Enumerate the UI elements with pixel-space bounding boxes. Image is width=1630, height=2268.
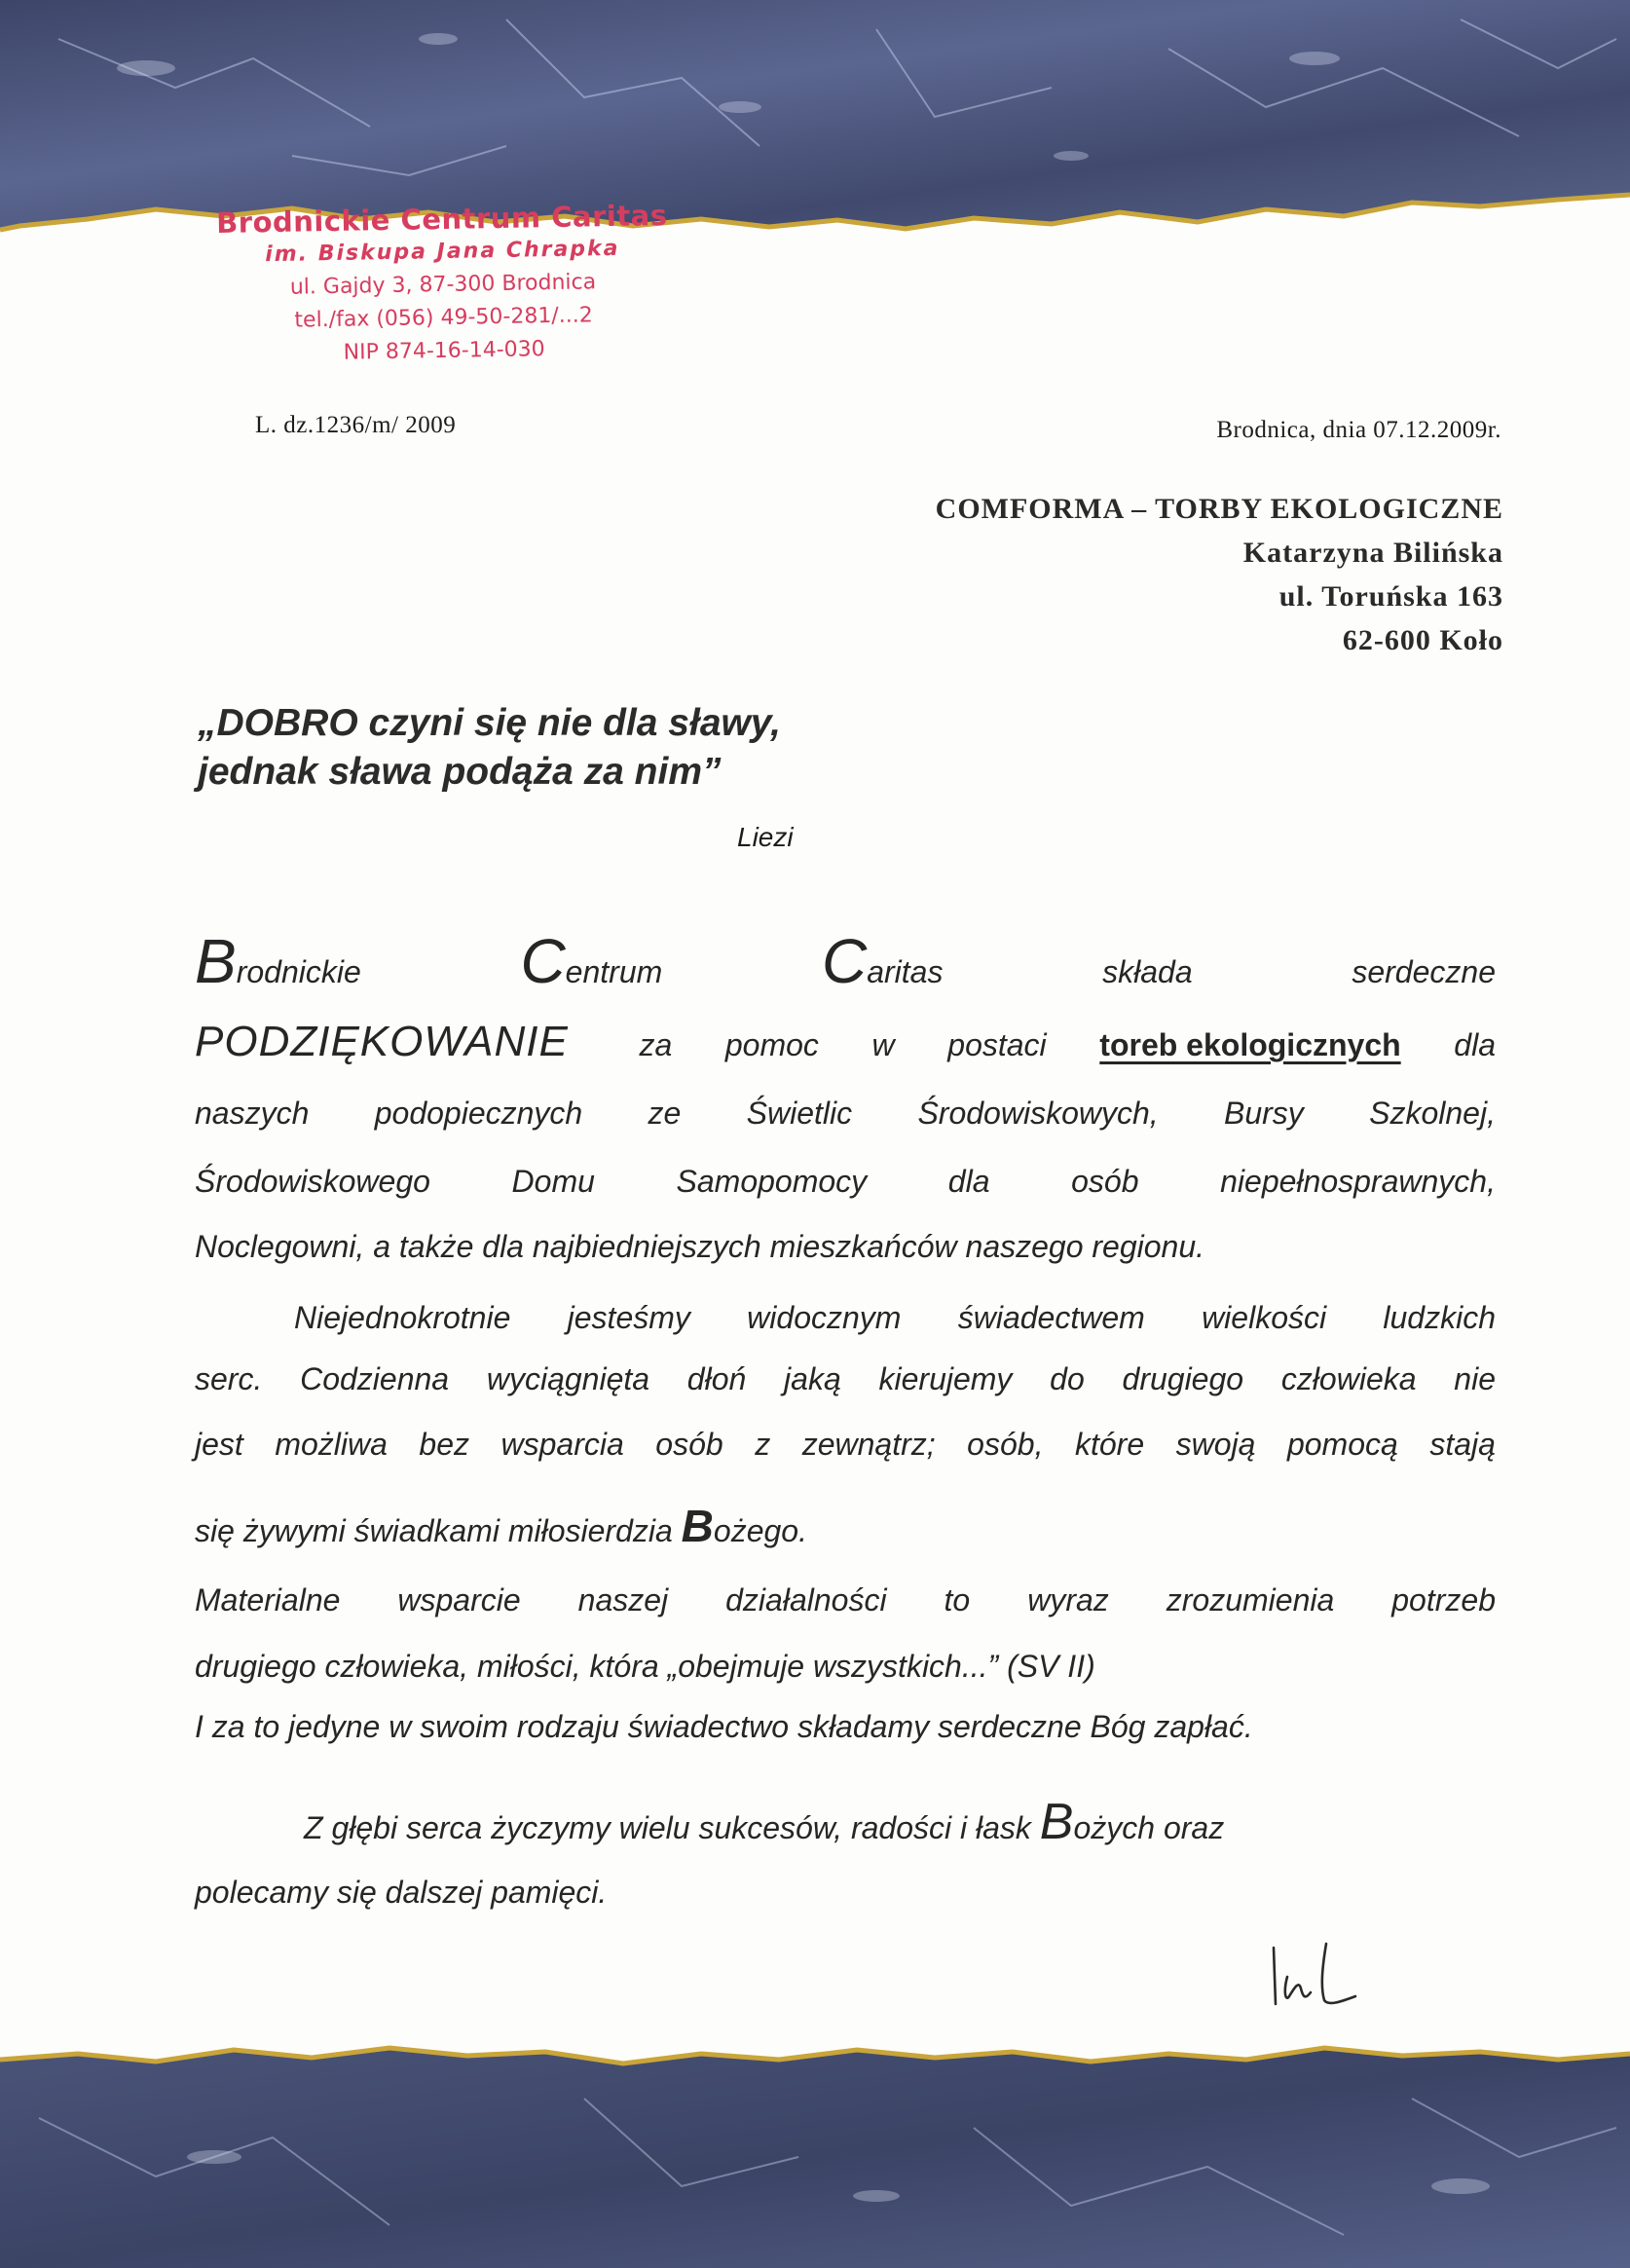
word: zrozumienia — [1166, 1582, 1335, 1617]
text-run: B — [681, 1501, 714, 1551]
word: wsparcie — [397, 1582, 521, 1617]
word: wielkości — [1202, 1300, 1327, 1335]
word: w — [871, 1027, 895, 1062]
word: możliwa — [275, 1427, 388, 1462]
word: dla — [1454, 1027, 1496, 1062]
word: jaką — [784, 1361, 841, 1396]
word: swoją — [1175, 1427, 1256, 1462]
word: ze — [648, 1096, 682, 1131]
word: postaci — [947, 1027, 1047, 1062]
word: Caritas — [821, 926, 944, 996]
word: człowieka — [1280, 1361, 1417, 1396]
word: to — [944, 1582, 971, 1617]
word: ludzkich — [1383, 1300, 1496, 1335]
word: naszych — [195, 1096, 310, 1131]
word: drugiego — [1122, 1361, 1244, 1396]
body-line — [195, 1361, 1496, 1397]
text-run: ożego. — [713, 1513, 807, 1548]
word: z — [755, 1427, 771, 1462]
word: Samopomocy — [676, 1164, 868, 1199]
body-line — [294, 1300, 1496, 1336]
thanks-heading: PODZIĘKOWANIE — [195, 1018, 569, 1065]
word: niepełnosprawnych, — [1220, 1164, 1496, 1199]
recipient-name: Katarzyna Bilińska — [1242, 537, 1503, 569]
word: Świetlic — [746, 1096, 853, 1131]
motto-line-2: jednak sława podąża za nim” — [198, 751, 722, 793]
body-line — [304, 1794, 1605, 1850]
body-line — [195, 1164, 1496, 1200]
body-line: Noclegowni, a także dla najbiedniejszych mieszkańców naszego regionu. — [195, 1229, 1205, 1264]
body-line — [195, 1018, 1496, 1066]
stamp-name: Brodnickie Centrum Caritas — [215, 198, 668, 241]
word: Domu — [511, 1164, 595, 1199]
word: widocznym — [747, 1300, 902, 1335]
stamp-patron: im. Biskupa Jana Chrapka — [265, 236, 620, 268]
reference-number: L. dz.1236/m/ 2009 — [255, 412, 457, 438]
text-run: B — [1039, 1794, 1074, 1850]
word: działalności — [725, 1582, 887, 1617]
word: dłoń — [686, 1361, 747, 1396]
word: wsparcia — [500, 1427, 624, 1462]
word: bez — [419, 1427, 469, 1462]
word: jesteśmy — [567, 1300, 690, 1335]
word: kierujemy — [878, 1361, 1013, 1396]
body-line — [195, 1582, 1496, 1618]
word: które — [1074, 1427, 1145, 1462]
word: świadectwem — [957, 1300, 1145, 1335]
word: Brodnickie — [195, 926, 361, 996]
word: serc. — [195, 1361, 263, 1396]
text-run: się żywymi świadkami miłosierdzia — [195, 1513, 682, 1548]
word: stają — [1429, 1427, 1496, 1462]
institution-stamp — [213, 199, 674, 372]
word: Materialne — [195, 1582, 341, 1617]
word: Niejednokrotnie — [294, 1300, 511, 1335]
recipient-address — [936, 487, 1503, 662]
recipient-company: COMFORMA – TORBY EKOLOGICZNE — [935, 493, 1503, 525]
marble-footer-decoration — [0, 2040, 1630, 2268]
word: dla — [947, 1164, 990, 1199]
motto-quote — [198, 699, 781, 797]
word: Centrum — [520, 926, 663, 996]
body-line — [195, 1096, 1496, 1132]
text-run: ożych oraz — [1073, 1810, 1225, 1845]
word: potrzeb — [1391, 1582, 1496, 1617]
stamp-address: ul. Gajdy 3, 87-300 Brodnica — [289, 270, 597, 300]
text-run: Z głębi serca życzymy wielu sukcesów, radości i łask — [304, 1810, 1040, 1845]
word: osób — [655, 1427, 723, 1462]
word: osób, — [967, 1427, 1044, 1462]
body-line: I za to jedyne w swoim rodzaju świadectwo składamy serdeczne Bóg zapłać. — [195, 1709, 1253, 1744]
body-line — [195, 1500, 1496, 1552]
word: serdeczne — [1352, 954, 1496, 989]
word: Codzienna — [300, 1361, 450, 1396]
body-line — [195, 1427, 1496, 1463]
body-line: polecamy się dalszej pamięci. — [195, 1875, 608, 1910]
word: do — [1050, 1361, 1085, 1396]
word: zewnątrz; — [801, 1427, 936, 1462]
word: nie — [1454, 1361, 1496, 1396]
recipient-street: ul. Toruńska 163 — [1278, 580, 1503, 613]
body-line — [195, 926, 1496, 996]
word: pomocą — [1286, 1427, 1398, 1462]
word: Bursy — [1223, 1096, 1304, 1131]
word: za — [639, 1027, 673, 1062]
word: wyraz — [1027, 1582, 1109, 1617]
word: wyciągnięta — [486, 1361, 650, 1396]
motto-line-1: „DOBRO czyni się nie dla sławy, — [198, 702, 781, 744]
word: Szkolnej, — [1369, 1096, 1496, 1131]
word: pomoc — [724, 1027, 819, 1062]
word: podopiecznych — [374, 1096, 583, 1131]
highlight-phrase: toreb ekologicznych — [1099, 1027, 1401, 1062]
word: Środowiskowego — [195, 1164, 430, 1199]
body-line: drugiego człowieka, miłości, która „obejmuje wszystkich...” (SV II) — [195, 1649, 1095, 1684]
motto-author: Liezi — [737, 822, 794, 852]
word: jest — [195, 1427, 243, 1462]
word: składa — [1102, 954, 1193, 989]
recipient-city: 62-600 Koło — [1342, 624, 1503, 656]
stamp-nip: NIP 874-16-14-030 — [343, 337, 545, 365]
word: Środowiskowych, — [917, 1096, 1159, 1131]
word: osób — [1071, 1164, 1139, 1199]
word: naszej — [577, 1582, 669, 1617]
handwritten-signature — [1266, 1938, 1402, 2016]
stamp-phone: tel./fax (056) 49-50-281/...2 — [294, 303, 593, 333]
letter-date: Brodnica, dnia 07.12.2009r. — [1216, 417, 1501, 443]
